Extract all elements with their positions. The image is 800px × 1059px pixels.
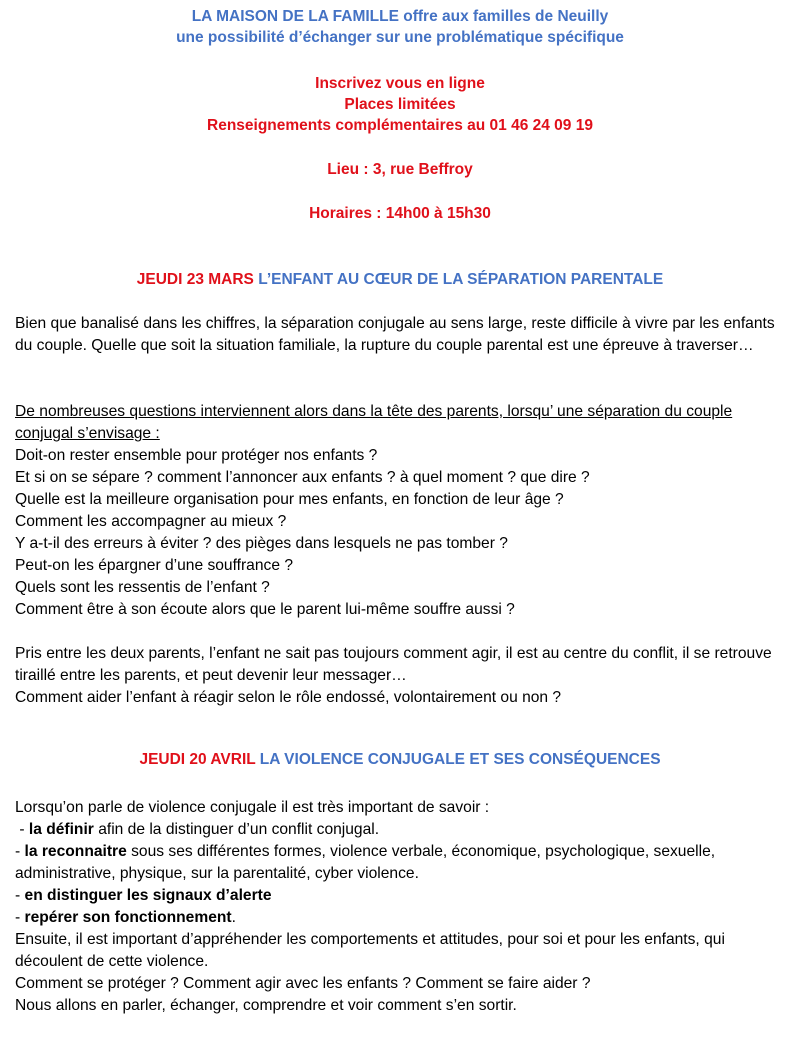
question-item: Comment les accompagner au mieux ? bbox=[15, 513, 287, 530]
section-1-intro bbox=[15, 313, 785, 357]
list-item-text: sous ses différentes formes, violence verbale, économique, psychologique, sexuelle, administrative, physique, sur la parentalité, cyber violence. bbox=[15, 843, 716, 882]
questions-heading: De nombreuses questions interviennent alors dans la tête des parents, lorsqu’ une séparation du couple conjugal s’envisage : bbox=[15, 403, 733, 442]
list-item-dash: - bbox=[15, 909, 25, 926]
paragraph: Comment se protéger ? Comment agir avec les enfants ? Comment se faire aider ? bbox=[15, 975, 591, 992]
location-text: Lieu : 3, rue Beffroy bbox=[327, 161, 473, 178]
closing-paragraph: Pris entre les deux parents, l’enfant ne sait pas toujours comment agir, il est au centre du conflit, il se retrouve tiraillé entre les parents, et peut devenir leur messager… bbox=[15, 645, 772, 684]
paragraph: Ensuite, il est important d’appréhender les comportements et attitudes, pour soi et pour les enfants, qui découlent de cette violence. bbox=[15, 931, 725, 970]
list-item bbox=[15, 819, 785, 841]
section-2-title bbox=[0, 749, 800, 770]
header-line-2: une possibilité d’échanger sur une problématique spécifique bbox=[176, 29, 624, 46]
location-block bbox=[0, 159, 800, 180]
section-2-heading: LA VIOLENCE CONJUGALE ET SES CONSÉQUENCES bbox=[255, 751, 661, 768]
section-1-closing bbox=[15, 643, 785, 709]
schedule-text: Horaires : 14h00 à 15h30 bbox=[309, 205, 491, 222]
limited-places-text: Places limitées bbox=[344, 96, 456, 113]
section-1-title bbox=[0, 269, 800, 290]
register-online-text: Inscrivez vous en ligne bbox=[315, 75, 485, 92]
list-item bbox=[15, 907, 785, 929]
contact-phone-text: Renseignements complémentaires au 01 46 24 09 19 bbox=[207, 117, 593, 134]
list-item bbox=[15, 885, 785, 907]
header-block bbox=[0, 6, 800, 48]
section-1-intro-text: Bien que banalisé dans les chiffres, la séparation conjugale au sens large, reste difficile à vivre par les enfants du couple. Quelle que soit la situation familiale, la rupture du couple parental est une épreuve à traverser… bbox=[15, 315, 775, 354]
list-item-text: afin de la distinguer d’un conflit conjugal. bbox=[93, 821, 380, 838]
list-item-dash: - bbox=[15, 821, 29, 838]
question-item: Peut-on les épargner d’une souffrance ? bbox=[15, 557, 293, 574]
list-item-bold: la définir bbox=[28, 821, 94, 838]
list-item-text: . bbox=[231, 909, 236, 926]
list-item-dash: - bbox=[15, 887, 25, 904]
section-1-date: JEUDI 23 MARS bbox=[136, 271, 254, 288]
list-item-bold: la reconnaitre bbox=[24, 843, 127, 860]
closing-question: Comment aider l’enfant à réagir selon le rôle endossé, volontairement ou non ? bbox=[15, 689, 562, 706]
schedule-block bbox=[0, 203, 800, 224]
question-item: Quels sont les ressentis de l’enfant ? bbox=[15, 579, 270, 596]
header-line-1: LA MAISON DE LA FAMILLE offre aux familles de Neuilly bbox=[191, 8, 609, 25]
question-item: Comment être à son écoute alors que le parent lui-même souffre aussi ? bbox=[15, 601, 515, 618]
list-item-dash: - bbox=[15, 843, 25, 860]
question-item: Quelle est la meilleure organisation pour mes enfants, en fonction de leur âge ? bbox=[15, 491, 564, 508]
list-item-bold: repérer son fonctionnement bbox=[24, 909, 232, 926]
question-item: Et si on se sépare ? comment l’annoncer aux enfants ? à quel moment ? que dire ? bbox=[15, 469, 590, 486]
question-item: Y a-t-il des erreurs à éviter ? des pièges dans lesquels ne pas tomber ? bbox=[15, 535, 508, 552]
registration-block bbox=[0, 73, 800, 136]
section-2-body bbox=[15, 797, 785, 1017]
section-2-intro: Lorsqu’on parle de violence conjugale il est très important de savoir : bbox=[15, 799, 490, 816]
question-item: Doit-on rester ensemble pour protéger nos enfants ? bbox=[15, 447, 378, 464]
section-1-questions bbox=[15, 401, 785, 621]
list-item bbox=[15, 841, 785, 885]
list-item-bold: en distinguer les signaux d’alerte bbox=[24, 887, 272, 904]
section-2-date: JEUDI 20 AVRIL bbox=[139, 751, 256, 768]
paragraph: Nous allons en parler, échanger, comprendre et voir comment s’en sortir. bbox=[15, 997, 517, 1014]
section-1-heading: L’ENFANT AU CŒUR DE LA SÉPARATION PARENTALE bbox=[253, 271, 664, 288]
